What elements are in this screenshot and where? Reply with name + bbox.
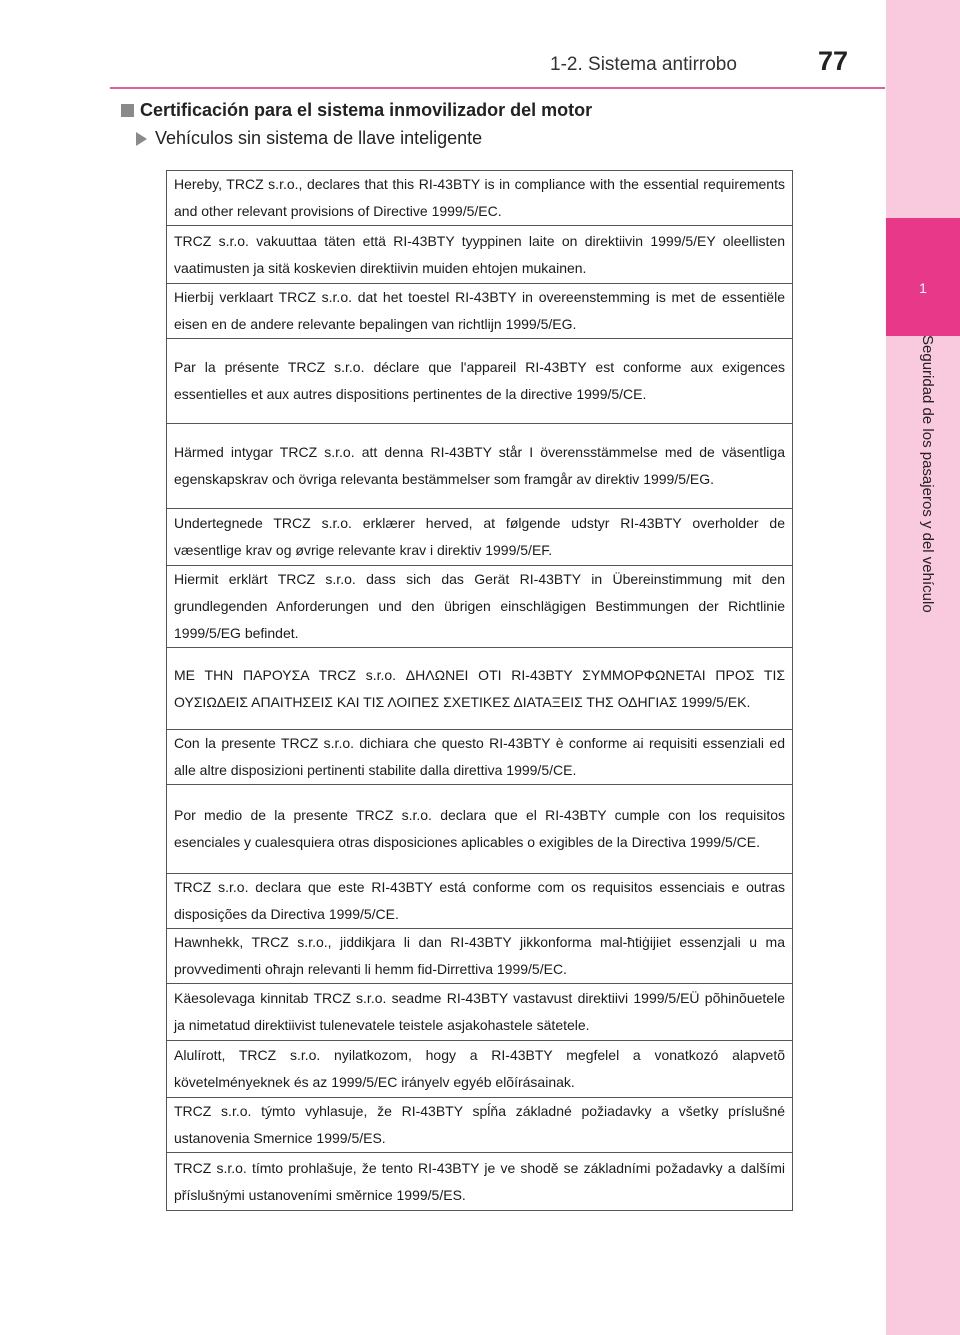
section-heading [121, 100, 592, 121]
declaration-hungarian: Alulírott, TRCZ s.r.o. nyilatkozom, hogy a RI-43BTY megfelel a vonatkozó alapvetõ követelményeknek és az 1999/5/EC irányelv egyéb elõírásainak. [167, 1041, 793, 1098]
declaration-slovak: TRCZ s.r.o. týmto vyhlasuje, že RI-43BTY spĺňa základné požiadavky a všetky príslušné ustanovenia Smernice 1999/5/ES. [167, 1098, 793, 1153]
declaration-czech: TRCZ s.r.o. tímto prohlašuje, že tento RI-43BTY je ve shodě se základními požadavky a dalšími příslušnými ustanoveními směrnice 1999/5/ES. [167, 1153, 793, 1211]
table-row [167, 648, 793, 730]
table-row [167, 339, 793, 424]
table-row [167, 284, 793, 339]
declaration-danish: Undertegnede TRCZ s.r.o. erklærer herved, at følgende udstyr RI-43BTY overholder de væsentlige krav og øvrige relevante krav i direktiv 1999/5/EF. [167, 509, 793, 566]
subheading-text: Vehículos sin sistema de llave inteligente [155, 128, 483, 148]
section-title: 1-2. Sistema antirrobo [550, 54, 737, 75]
table-row [167, 1098, 793, 1153]
declaration-estonian: Käesolevaga kinnitab TRCZ s.r.o. seadme RI-43BTY vastavust direktiivi 1999/5/EÜ põhinõuetele ja nimetatud direktiivist tulenevatele teistele asjakohastele sätetele. [167, 984, 793, 1041]
table-row [167, 1153, 793, 1211]
declaration-greek: ΜΕ ΤΗΝ ΠΑΡΟΥΣΑ TRCZ s.r.o. ΔΗΛΩΝΕΙ ΟΤΙ RI-43BTY ΣΥΜΜΟΡΦΩΝΕΤΑΙ ΠΡΟΣ ΤΙΣ ΟΥΣΙΩΔΕΙΣ ΑΠΑΙΤΗΣΕΙΣ ΚΑΙ ΤΙΣ ΛΟΙΠΕΣ ΣΧΕΤΙΚΕΣ ΔΙΑΤΑΞΕΙΣ ΤΗΣ ΟΔΗΓΙΑΣ 1999/5/ΕΚ. [167, 648, 793, 730]
table-row [167, 171, 793, 226]
table-row [167, 424, 793, 509]
table-row [167, 566, 793, 648]
header-divider [110, 87, 885, 89]
chapter-number: 1 [919, 280, 927, 296]
declaration-finnish: TRCZ s.r.o. vakuuttaa täten että RI-43BTY tyyppinen laite on direktiivin 1999/5/EY oleellisten vaatimusten ja sitä koskevien direktiivin muiden ehtojen mukainen. [167, 226, 793, 284]
declaration-italian: Con la presente TRCZ s.r.o. dichiara che questo RI-43BTY è conforme ai requisiti essenziali ed alle altre disposizioni pertinenti stabilite dalla direttiva 1999/5/CE. [167, 730, 793, 785]
table-row [167, 785, 793, 874]
declaration-portuguese: TRCZ s.r.o. declara que este RI-43BTY está conforme com os requisitos essenciais e outras disposições da Directiva 1999/5/CE. [167, 874, 793, 929]
declaration-swedish: Härmed intygar TRCZ s.r.o. att denna RI-43BTY står I överensstämmelse med de väsentliga egenskapskrav och övriga relevanta bestämmelser som framgår av direktiv 1999/5/EG. [167, 424, 793, 509]
triangle-bullet-icon [136, 132, 147, 146]
square-bullet-icon [121, 104, 134, 117]
declarations-table [166, 170, 793, 1211]
chapter-title: Seguridad de los pasajeros y del vehículo [919, 335, 936, 613]
declaration-german: Hiermit erklärt TRCZ s.r.o. dass sich das Gerät RI-43BTY in Übereinstimmung mit den grundlegenden Anforderungen und den übrigen einschlägigen Bestimmungen der Richtlinie 1999/5/EG befindet. [167, 566, 793, 648]
page-number: 77 [818, 46, 849, 76]
chapter-number-box [886, 218, 960, 336]
subheading [136, 128, 482, 149]
table-row [167, 509, 793, 566]
table-row [167, 874, 793, 929]
declaration-spanish: Por medio de la presente TRCZ s.r.o. declara que el RI-43BTY cumple con los requisitos esenciales y cualesquiera otras disposiciones aplicables o exigibles de la Directiva 1999/5/CE. [167, 785, 793, 874]
declaration-english: Hereby, TRCZ s.r.o., declares that this RI-43BTY is in compliance with the essential requirements and other relevant provisions of Directive 1999/5/EC. [167, 171, 793, 226]
table-row [167, 984, 793, 1041]
declaration-french: Par la présente TRCZ s.r.o. déclare que l'appareil RI-43BTY est conforme aux exigences essentielles et aux autres dispositions pertinentes de la directive 1999/5/CE. [167, 339, 793, 424]
table-row [167, 1041, 793, 1098]
section-heading-text: Certificación para el sistema inmovilizador del motor [140, 100, 593, 120]
declaration-maltese: Hawnhekk, TRCZ s.r.o., jiddikjara li dan RI-43BTY jikkonforma mal-ħtiġijiet essenzjali u ma provvedimenti oħrajn relevanti li hemm fid-Dirrettiva 1999/5/EC. [167, 929, 793, 984]
table-row [167, 730, 793, 785]
table-row [167, 226, 793, 284]
declaration-dutch: Hierbij verklaart TRCZ s.r.o. dat het toestel RI-43BTY in overeenstemming is met de essentiële eisen en de andere relevante bepalingen van richtlijn 1999/5/EG. [167, 284, 793, 339]
table-row [167, 929, 793, 984]
